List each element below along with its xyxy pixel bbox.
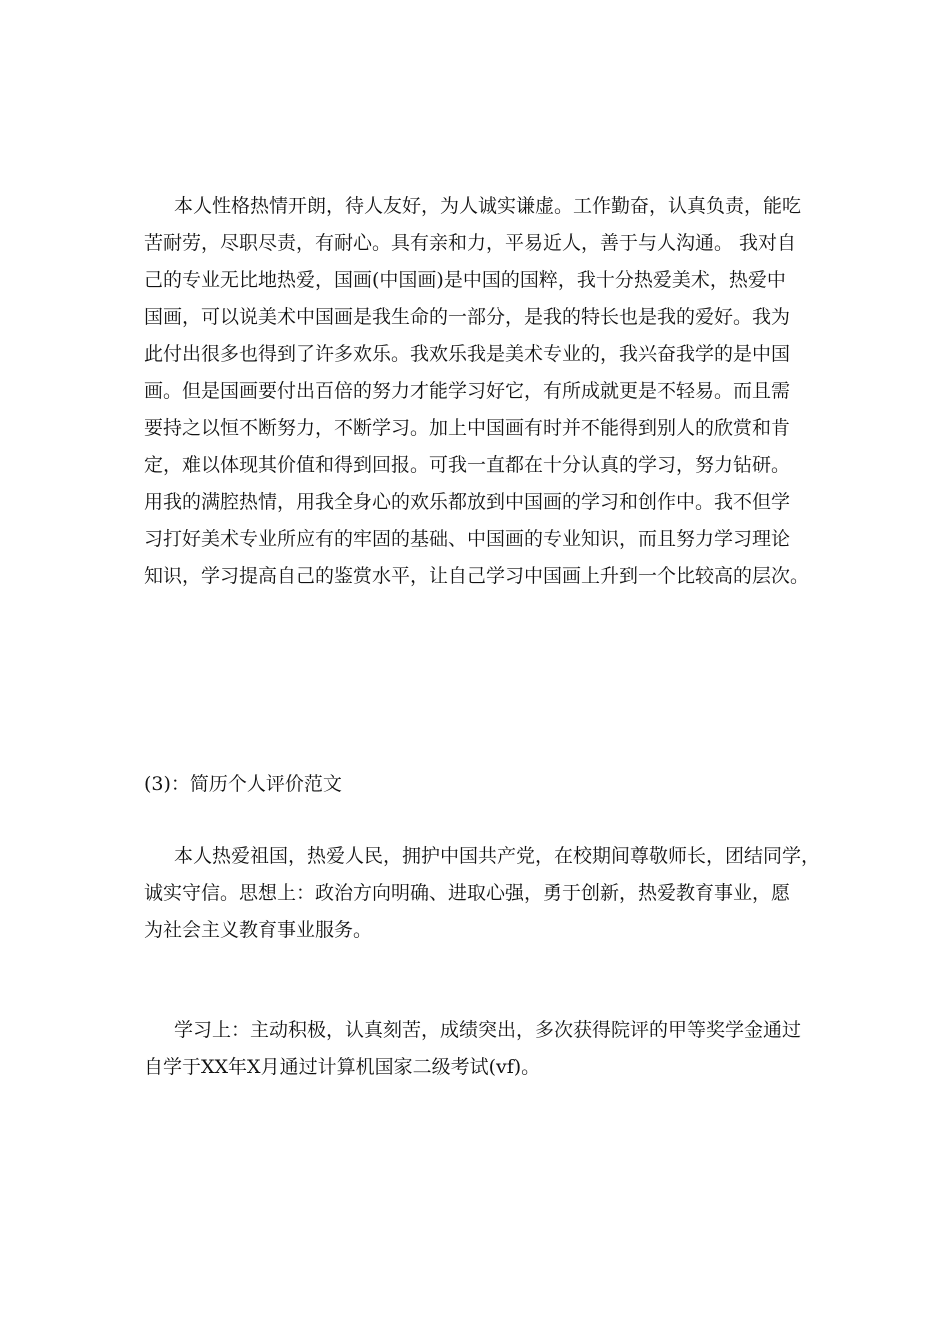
text-line: 苦耐劳，尽职尽责，有耐心。具有亲和力，平易近人，善于与人沟通。 我对自 [144,232,797,254]
text-line: 画。但是国画要付出百倍的努力才能学习好它，有所成就更是不轻易。而且需 [144,380,791,402]
text-line: 国画，可以说美术中国画是我生命的一部分，是我的特长也是我的爱好。我为 [144,306,791,328]
text-line: 用我的满腔热情，用我全身心的欢乐都放到中国画的学习和创作中。我不但学 [144,491,791,513]
text-line: 知识，学习提高自己的鉴赏水平，让自己学习中国画上升到一个比较高的层次。 [144,565,810,587]
text-line: 本人性格热情开朗，待人友好，为人诚实谦虚。工作勤奋，认真负责，能吃 [174,195,802,217]
text-line: 为社会主义教育事业服务。 [144,919,373,941]
section-heading [144,766,824,803]
text-line: 此付出很多也得到了许多欢乐。我欢乐我是美术专业的，我兴奋我学的是中国 [144,343,791,365]
text-line: 己的专业无比地热爱，国画(中国画)是中国的国粹，我十分热爱美术，热爱中 [144,269,786,291]
text-line: 诚实守信。思想上：政治方向明确、进取心强，勇于创新，热爱教育事业，愿 [144,882,791,904]
text-line: 定，难以体现其价值和得到回报。可我一直都在十分认真的学习，努力钻研。 [144,454,791,476]
paragraph-study [144,1012,824,1086]
text-line: 学习上：主动积极，认真刻苦，成绩突出，多次获得院评的甲等奖学金通过 [174,1019,802,1041]
paragraph-personality [144,188,824,595]
text-line: 本人热爱祖国，热爱人民，拥护中国共产党，在校期间尊敬师长，团结同学， [174,845,821,867]
text-line: 自学于XX年X月通过计算机国家二级考试(vf)。 [144,1056,541,1078]
heading-text: (3)：简历个人评价范文 [144,773,342,795]
text-line: 要持之以恒不断努力，不断学习。加上中国画有时并不能得到别人的欣赏和肯 [144,417,791,439]
text-line: 习打好美术专业所应有的牢固的基础、中国画的专业知识，而且努力学习理论 [144,528,791,550]
paragraph-political [144,838,824,949]
